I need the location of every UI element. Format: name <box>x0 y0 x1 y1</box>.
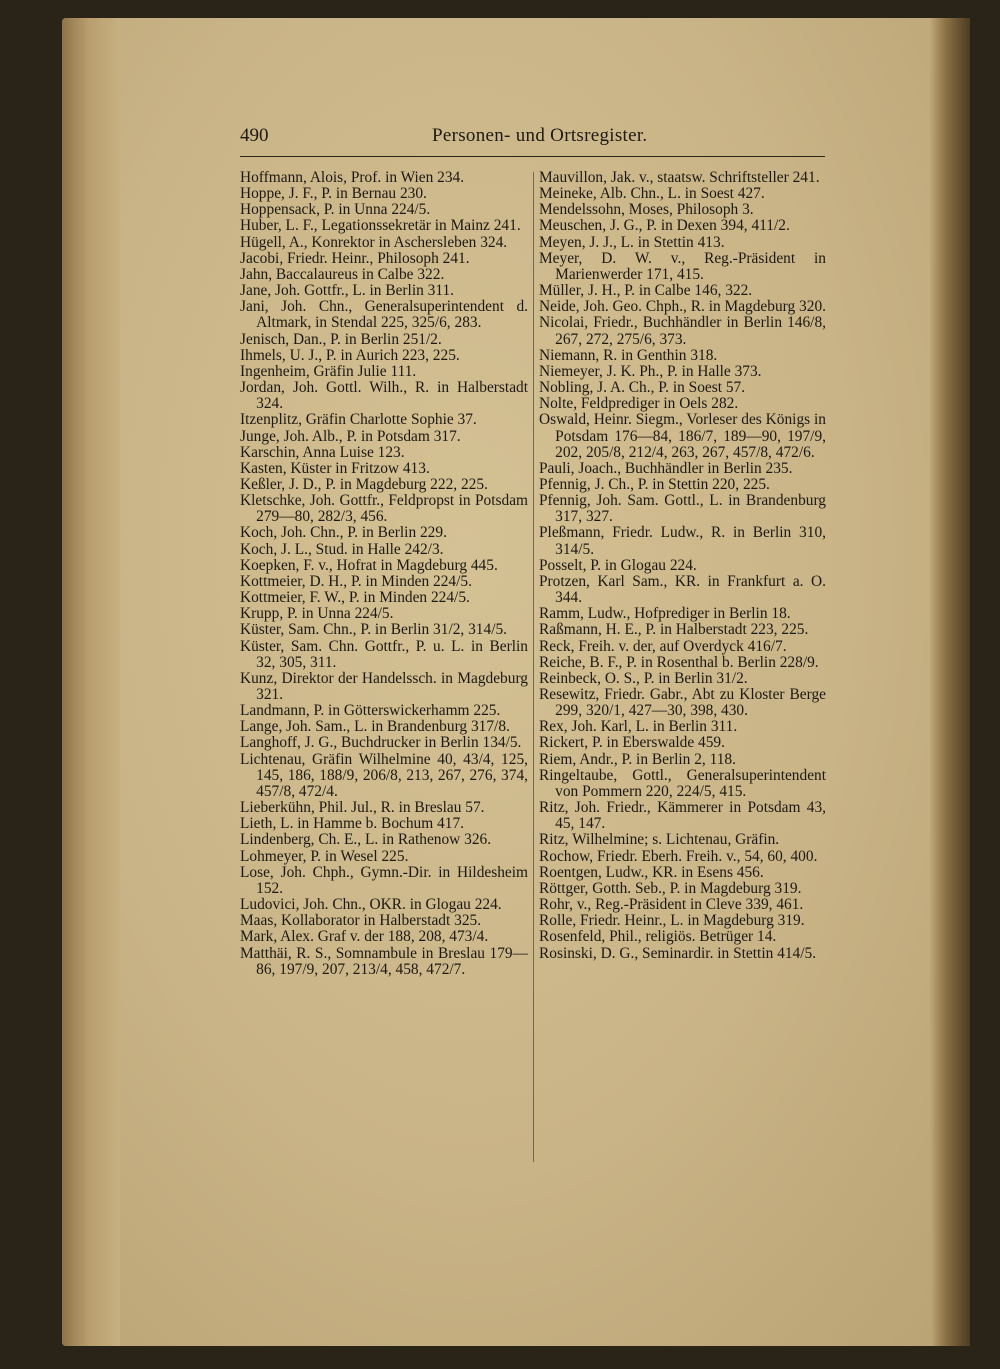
index-entry: Küster, Sam. Chn., P. in Berlin 31/2, 314/5. <box>240 621 508 639</box>
index-entry: Krupp, P. in Unna 224/5. <box>240 605 394 623</box>
index-entry: Hoffmann, Alois, Prof. in Wien 234. <box>240 169 465 186</box>
index-entry: Rickert, P. in Eberswalde 459. <box>539 734 725 752</box>
index-entry: Mauvillon, Jak. v., staatsw. Schriftsteller 241. <box>539 169 820 186</box>
index-entry: Meyer, D. W. v., Reg.-Präsident in Marienwerder 171, 415. <box>539 249 826 283</box>
index-entry: Itzenplitz, Gräfin Charlotte Sophie 37. <box>240 411 477 429</box>
index-entry: Ringeltaube, Gottl., Generalsuperintendent von Pommern 220, 224/5, 415. <box>539 766 826 800</box>
index-column-left <box>240 170 528 978</box>
index-entry: Meuschen, J. G., P. in Dexen 394, 411/2. <box>539 217 790 235</box>
column-divider <box>533 172 534 1162</box>
page-edge-shadow <box>62 18 120 1346</box>
index-entry: Rosinski, D. G., Seminardir. in Stettin 414/5. <box>539 944 817 962</box>
index-entry: Jordan, Joh. Gottl. Wilh., R. in Halberstadt 324. <box>240 379 528 413</box>
running-title: Personen- und Ortsregister. <box>432 125 648 146</box>
index-entry: Ingenheim, Gräfin Julie 111. <box>240 362 417 380</box>
index-entry: Kunz, Direktor der Handelssch. in Magdeburg 321. <box>240 669 528 703</box>
index-entry: Niemann, R. in Genthin 318. <box>539 346 718 364</box>
index-entry: Rosenfeld, Phil., religiös. Betrüger 14. <box>539 928 777 946</box>
index-entry: Jane, Joh. Gottfr., L. in Berlin 311. <box>240 282 455 300</box>
index-entry: Rolle, Friedr. Heinr., L. in Magdeburg 319. <box>539 912 805 930</box>
index-entry: Pfennig, J. Ch., P. in Stettin 220, 225. <box>539 475 770 493</box>
index-entry: Ramm, Ludw., Hofprediger in Berlin 18. <box>539 605 791 623</box>
index-entry: Posselt, P. in Glogau 224. <box>539 556 697 574</box>
index-entry: Karschin, Anna Luise 123. <box>240 443 405 461</box>
index-entry: Rex, Joh. Karl, L. in Berlin 311. <box>539 718 738 736</box>
index-entry: Kletschke, Joh. Gottfr., Feldpropst in Potsdam 279—80, 282/3, 456. <box>240 492 528 526</box>
index-entry: Müller, J. H., P. in Calbe 146, 322. <box>539 282 753 300</box>
index-entry: Resewitz, Friedr. Gabr., Abt zu Kloster Berge 299, 320/1, 427—30, 398, 430. <box>539 686 826 720</box>
page-number: 490 <box>240 125 269 146</box>
index-entry: Lichtenau, Gräfin Wilhelmine 40, 43/4, 125, 145, 186, 188/9, 206/8, 213, 267, 276, 374, 457/8, 472/4. <box>240 750 528 800</box>
index-entry: Mendelssohn, Moses, Philosoph 3. <box>539 201 754 219</box>
index-entry: Koch, Joh. Chn., P. in Berlin 229. <box>240 524 447 542</box>
index-entry: Ludovici, Joh. Chn., OKR. in Glogau 224. <box>240 896 502 914</box>
index-entry: Neide, Joh. Geo. Chph., R. in Magdeburg 320. <box>539 298 826 316</box>
index-entry: Landmann, P. in Götterswickerhamm 225. <box>240 702 501 720</box>
index-entry: Ihmels, U. J., P. in Aurich 223, 225. <box>240 346 460 364</box>
index-entry: Reck, Freih. v. der, auf Overdyck 416/7. <box>539 637 787 655</box>
index-entry: Roentgen, Ludw., KR. in Esens 456. <box>539 863 764 881</box>
index-entry: Junge, Joh. Alb., P. in Potsdam 317. <box>240 427 461 445</box>
index-entry: Jenisch, Dan., P. in Berlin 251/2. <box>240 330 442 348</box>
index-entry: Jani, Joh. Chn., Generalsuperintendent d. Altmark, in Stendal 225, 325/6, 283. <box>240 298 528 332</box>
index-entry: Koepken, F. v., Hofrat in Magdeburg 445. <box>240 556 498 574</box>
index-entry: Lindenberg, Ch. E., L. in Rathenow 326. <box>240 831 492 849</box>
index-entry: Nobling, J. A. Ch., P. in Soest 57. <box>539 379 746 397</box>
index-entry: Lose, Joh. Chph., Gymn.-Dir. in Hildesheim 152. <box>240 863 528 897</box>
index-entry: Kottmeier, D. H., P. in Minden 224/5. <box>240 572 472 590</box>
index-entry: Protzen, Karl Sam., KR. in Frankfurt a. O. 344. <box>539 572 826 607</box>
index-entry: Kasten, Küster in Fritzow 413. <box>240 459 430 477</box>
index-entry: Reiche, B. F., P. in Rosenthal b. Berlin 228/9. <box>539 653 819 671</box>
index-entry: Rochow, Friedr. Eberh. Freih. v., 54, 60, 400. <box>539 847 818 865</box>
index-entry: Oswald, Heinr. Siegm., Vorleser des Königs in Potsdam 176—84, 186/7, 189—90, 197/9, 202, 205/8, 212/4, 263, 267, 457/8, 472/6. <box>539 411 826 461</box>
index-column-right <box>539 170 826 962</box>
index-entry: Rohr, v., Reg.-Präsident in Cleve 339, 461. <box>539 896 804 914</box>
index-entry: Pauli, Joach., Buchhändler in Berlin 235. <box>539 459 793 477</box>
index-entry: Meyen, J. J., L. in Stettin 413. <box>539 233 725 251</box>
index-entry: Nicolai, Friedr., Buchhändler in Berlin 146/8, 267, 272, 275/6, 373. <box>539 314 826 348</box>
index-entry: Reinbeck, O. S., P. in Berlin 31/2. <box>539 669 748 687</box>
index-entry: Lohmeyer, P. in Wesel 225. <box>240 847 409 865</box>
index-entry: Meineke, Alb. Chn., L. in Soest 427. <box>539 185 765 203</box>
running-header <box>240 125 830 155</box>
index-entry: Keßler, J. D., P. in Magdeburg 222, 225. <box>240 475 488 493</box>
book-gutter <box>930 18 970 1346</box>
index-entry: Hoppe, J. F., P. in Bernau 230. <box>240 185 427 203</box>
index-entry: Röttger, Gotth. Seb., P. in Magdeburg 319. <box>539 879 802 897</box>
index-entry: Lange, Joh. Sam., L. in Brandenburg 317/8. <box>240 718 510 736</box>
index-entry: Hügell, A., Konrektor in Aschersleben 324. <box>240 233 508 251</box>
index-entry: Ritz, Joh. Friedr., Kämmerer in Potsdam 43, 45, 147. <box>539 799 826 833</box>
index-entry: Riem, Andr., P. in Berlin 2, 118. <box>539 750 736 768</box>
index-entry: Pleßmann, Friedr. Ludw., R. in Berlin 310, 314/5. <box>539 524 826 558</box>
index-entry: Koch, J. L., Stud. in Halle 242/3. <box>240 540 444 558</box>
index-entry: Raßmann, H. E., P. in Halberstadt 223, 225. <box>539 621 809 639</box>
header-rule <box>240 156 825 157</box>
index-entry: Maas, Kollaborator in Halberstadt 325. <box>240 912 482 930</box>
index-entry: Lieberkühn, Phil. Jul., R. in Breslau 57. <box>240 799 485 817</box>
index-entry: Pfennig, Joh. Sam. Gottl., L. in Brandenburg 317, 327. <box>539 492 826 526</box>
index-entry: Kottmeier, F. W., P. in Minden 224/5. <box>240 589 470 607</box>
index-entry: Ritz, Wilhelmine; s. Lichtenau, Gräfin. <box>539 831 780 849</box>
index-entry: Huber, L. F., Legationssekretär in Mainz 241. <box>240 217 521 235</box>
index-entry: Langhoff, J. G., Buchdrucker in Berlin 134/5. <box>240 734 522 752</box>
index-entry: Niemeyer, J. K. Ph., P. in Halle 373. <box>539 362 762 380</box>
index-entry: Küster, Sam. Chn. Gottfr., P. u. L. in Berlin 32, 305, 311. <box>240 637 528 671</box>
index-entry: Jahn, Baccalaureus in Calbe 322. <box>240 265 445 283</box>
index-entry: Matthäi, R. S., Somnambule in Breslau 179—86, 197/9, 207, 213/4, 458, 472/7. <box>240 944 528 978</box>
index-entry: Lieth, L. in Hamme b. Bochum 417. <box>240 815 464 833</box>
index-entry: Jacobi, Friedr. Heinr., Philosoph 241. <box>240 249 470 267</box>
index-entry: Hoppensack, P. in Unna 224/5. <box>240 201 431 219</box>
index-entry: Nolte, Feldprediger in Oels 282. <box>539 395 739 413</box>
index-entry: Mark, Alex. Graf v. der 188, 208, 473/4. <box>240 928 489 946</box>
